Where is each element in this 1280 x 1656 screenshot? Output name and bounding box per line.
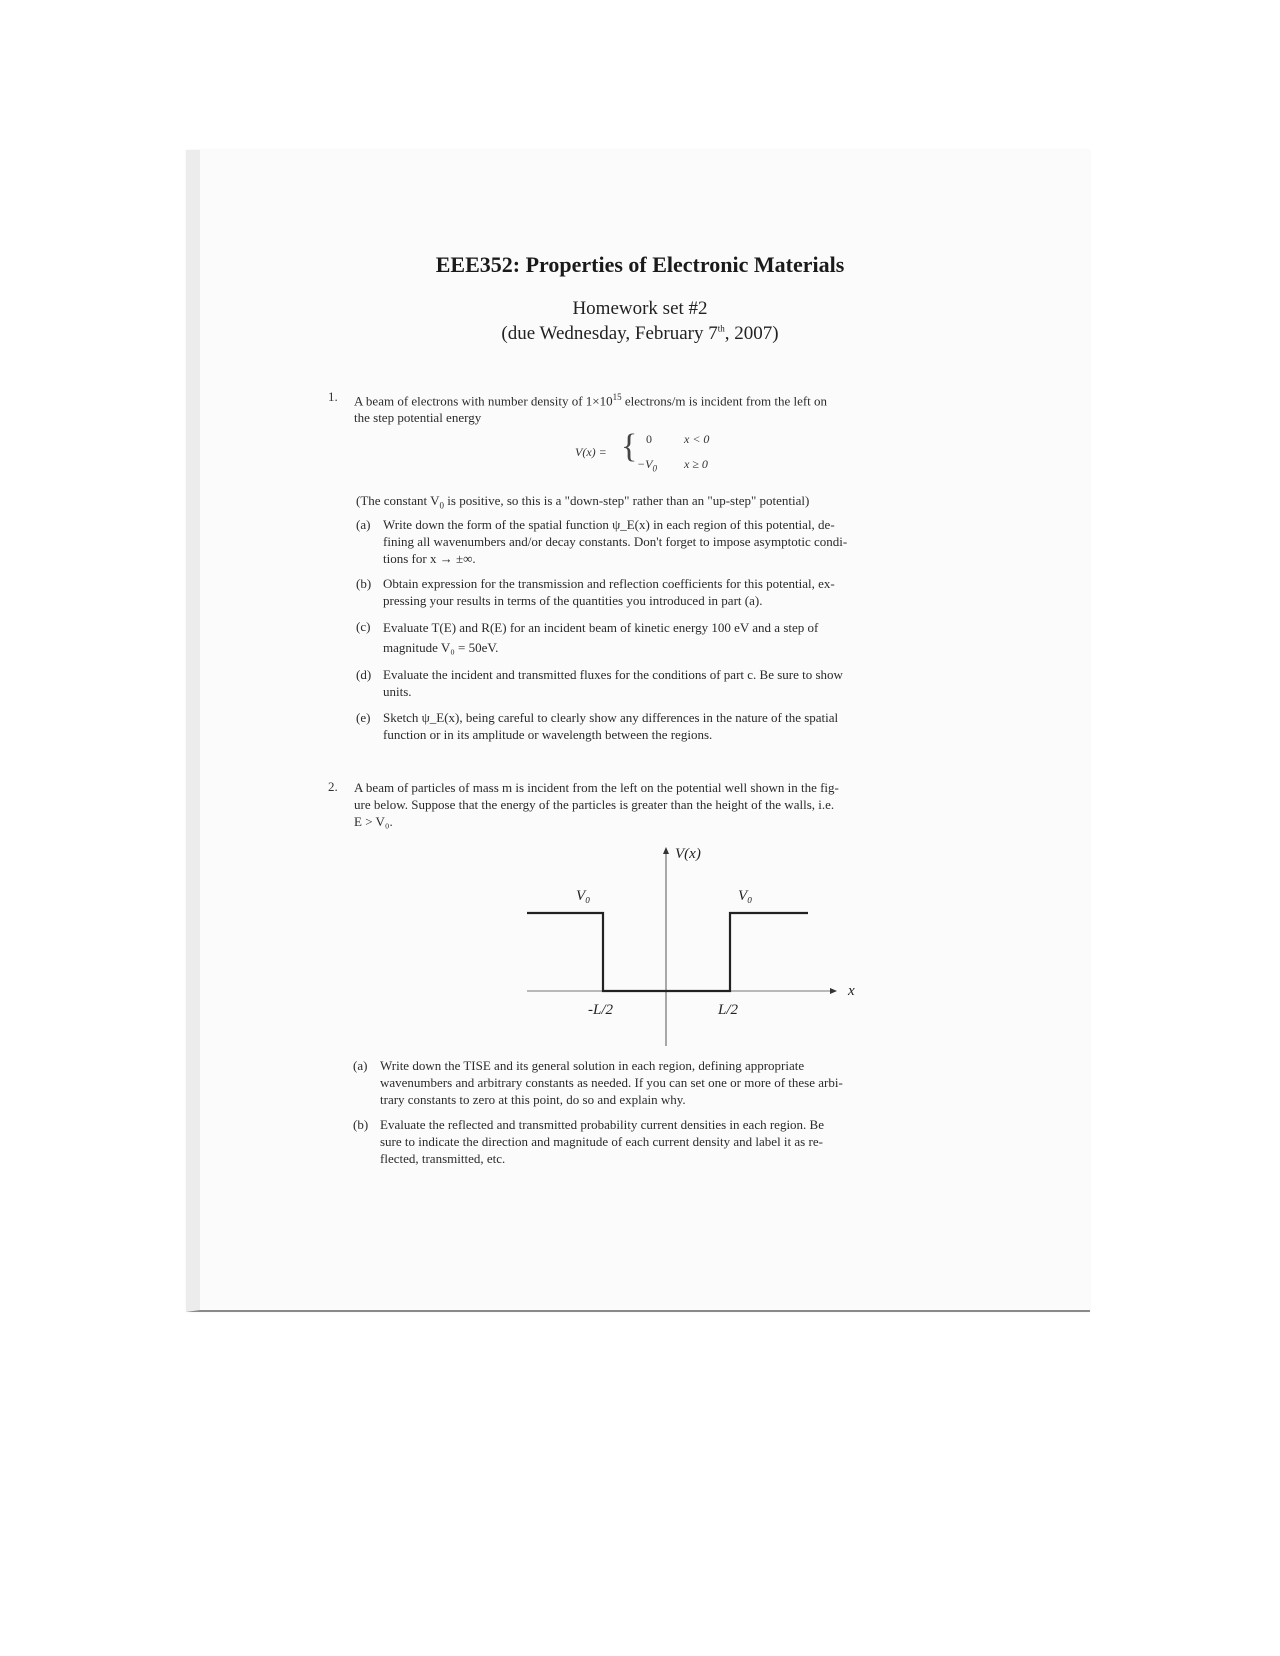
left-edge-label: -L/2 — [588, 1002, 614, 1018]
q2-intro-line: A beam of particles of mass m is incident from the left on the potential well shown in the fig- — [354, 780, 839, 795]
part-line: Write down the TISE and its general solution in each region, defining appropriate — [380, 1058, 805, 1073]
part-line: flected, transmitted, etc. — [380, 1151, 506, 1166]
part-line: Evaluate T(E) and R(E) for an incident beam of kinetic energy 100 eV and a step of — [383, 620, 819, 635]
q1-line1-a: A beam of electrons with number density of 1×10 — [354, 393, 613, 409]
part-line: sure to indicate the direction and magnitude of each current density and label it as re- — [380, 1134, 823, 1149]
part-label: (a) — [356, 517, 371, 532]
equation-brace: { — [621, 428, 638, 465]
part-label: (b) — [353, 1117, 369, 1132]
part-line: Evaluate the incident and transmitted fluxes for the conditions of part c. Be sure to show — [383, 667, 843, 682]
homework-set-label: Homework set #2 — [572, 298, 708, 319]
part-label: (c) — [356, 619, 371, 634]
part-label: (a) — [353, 1058, 368, 1073]
question-2-number: 2. — [328, 779, 338, 794]
part-line: pressing your results in terms of the quantities you introduced in part (a). — [383, 593, 763, 608]
equation-case1-value: 0 — [646, 432, 652, 446]
part-line: Sketch ψ_E(x), being careful to clearly show any differences in the nature of the spatial — [383, 710, 839, 725]
potential-profile — [527, 913, 808, 991]
due-date-prefix: (due Wednesday, February 7 — [501, 323, 718, 344]
equation-case2-condition: x ≥ 0 — [684, 457, 708, 471]
equation-case1-condition: x < 0 — [684, 432, 710, 446]
y-axis-label: V(x) — [675, 846, 701, 862]
part-label: (b) — [356, 576, 372, 591]
due-date-suffix: , 2007) — [724, 323, 779, 344]
part-label: (e) — [356, 710, 371, 725]
x-axis-label: x — [848, 983, 855, 999]
question-1-number: 1. — [328, 389, 338, 404]
note-prefix: (The constant V — [356, 493, 440, 508]
right-edge-label: L/2 — [718, 1002, 739, 1018]
part-line: fining all wavenumbers and/or decay constants. Don't forget to impose asymptotic condi- — [383, 534, 848, 549]
q2-intro-line: E > V₀. — [354, 814, 393, 829]
equation-case2-sub: 0 — [652, 463, 657, 474]
part-line: wavenumbers and arbitrary constants as needed. If you can set one or more of these arbi- — [380, 1075, 843, 1090]
part-line: tions for x → ±∞. — [383, 551, 476, 566]
question-1-intro-line2: the step potential energy — [354, 410, 482, 426]
part-line: trary constants to zero at this point, do so and explain why. — [380, 1092, 686, 1107]
q1-line1-b: electrons/m is incident from the left on — [621, 393, 828, 409]
question-2-part-b — [353, 1116, 973, 1170]
question-2-part-a — [353, 1057, 973, 1111]
part-line: magnitude V₀ = 50eV. — [383, 640, 499, 655]
part-line: units. — [383, 684, 412, 699]
part-line: Evaluate the reflected and transmitted probability current densities in each region. Be — [380, 1117, 824, 1132]
equation-case2-v: −V — [637, 457, 653, 471]
part-line: function or in its amplitude or wavelength between the regions. — [383, 727, 713, 742]
equation-lhs: V(x) = — [575, 445, 607, 459]
note-suffix: is positive, so this is a "down-step" rather than an "up-step" potential) — [444, 493, 810, 508]
right-wall-label: V₀ — [738, 888, 753, 904]
left-wall-label: V₀ — [576, 888, 591, 904]
page-title: EEE352: Properties of Electronic Materials — [435, 252, 845, 277]
part-line: Write down the form of the spatial function ψ_E(x) in each region of this potential, de- — [383, 517, 835, 532]
q2-intro-line: ure below. Suppose that the energy of the particles is greater than the height of the walls, i.e. — [354, 797, 835, 812]
due-date-sup: th — [717, 323, 725, 334]
q1-exponent: 15 — [612, 392, 622, 402]
part-label: (d) — [356, 667, 372, 682]
note-sub: 0 — [439, 500, 445, 511]
part-line: Obtain expression for the transmission and reflection coefficients for this potential, ex- — [383, 576, 835, 591]
